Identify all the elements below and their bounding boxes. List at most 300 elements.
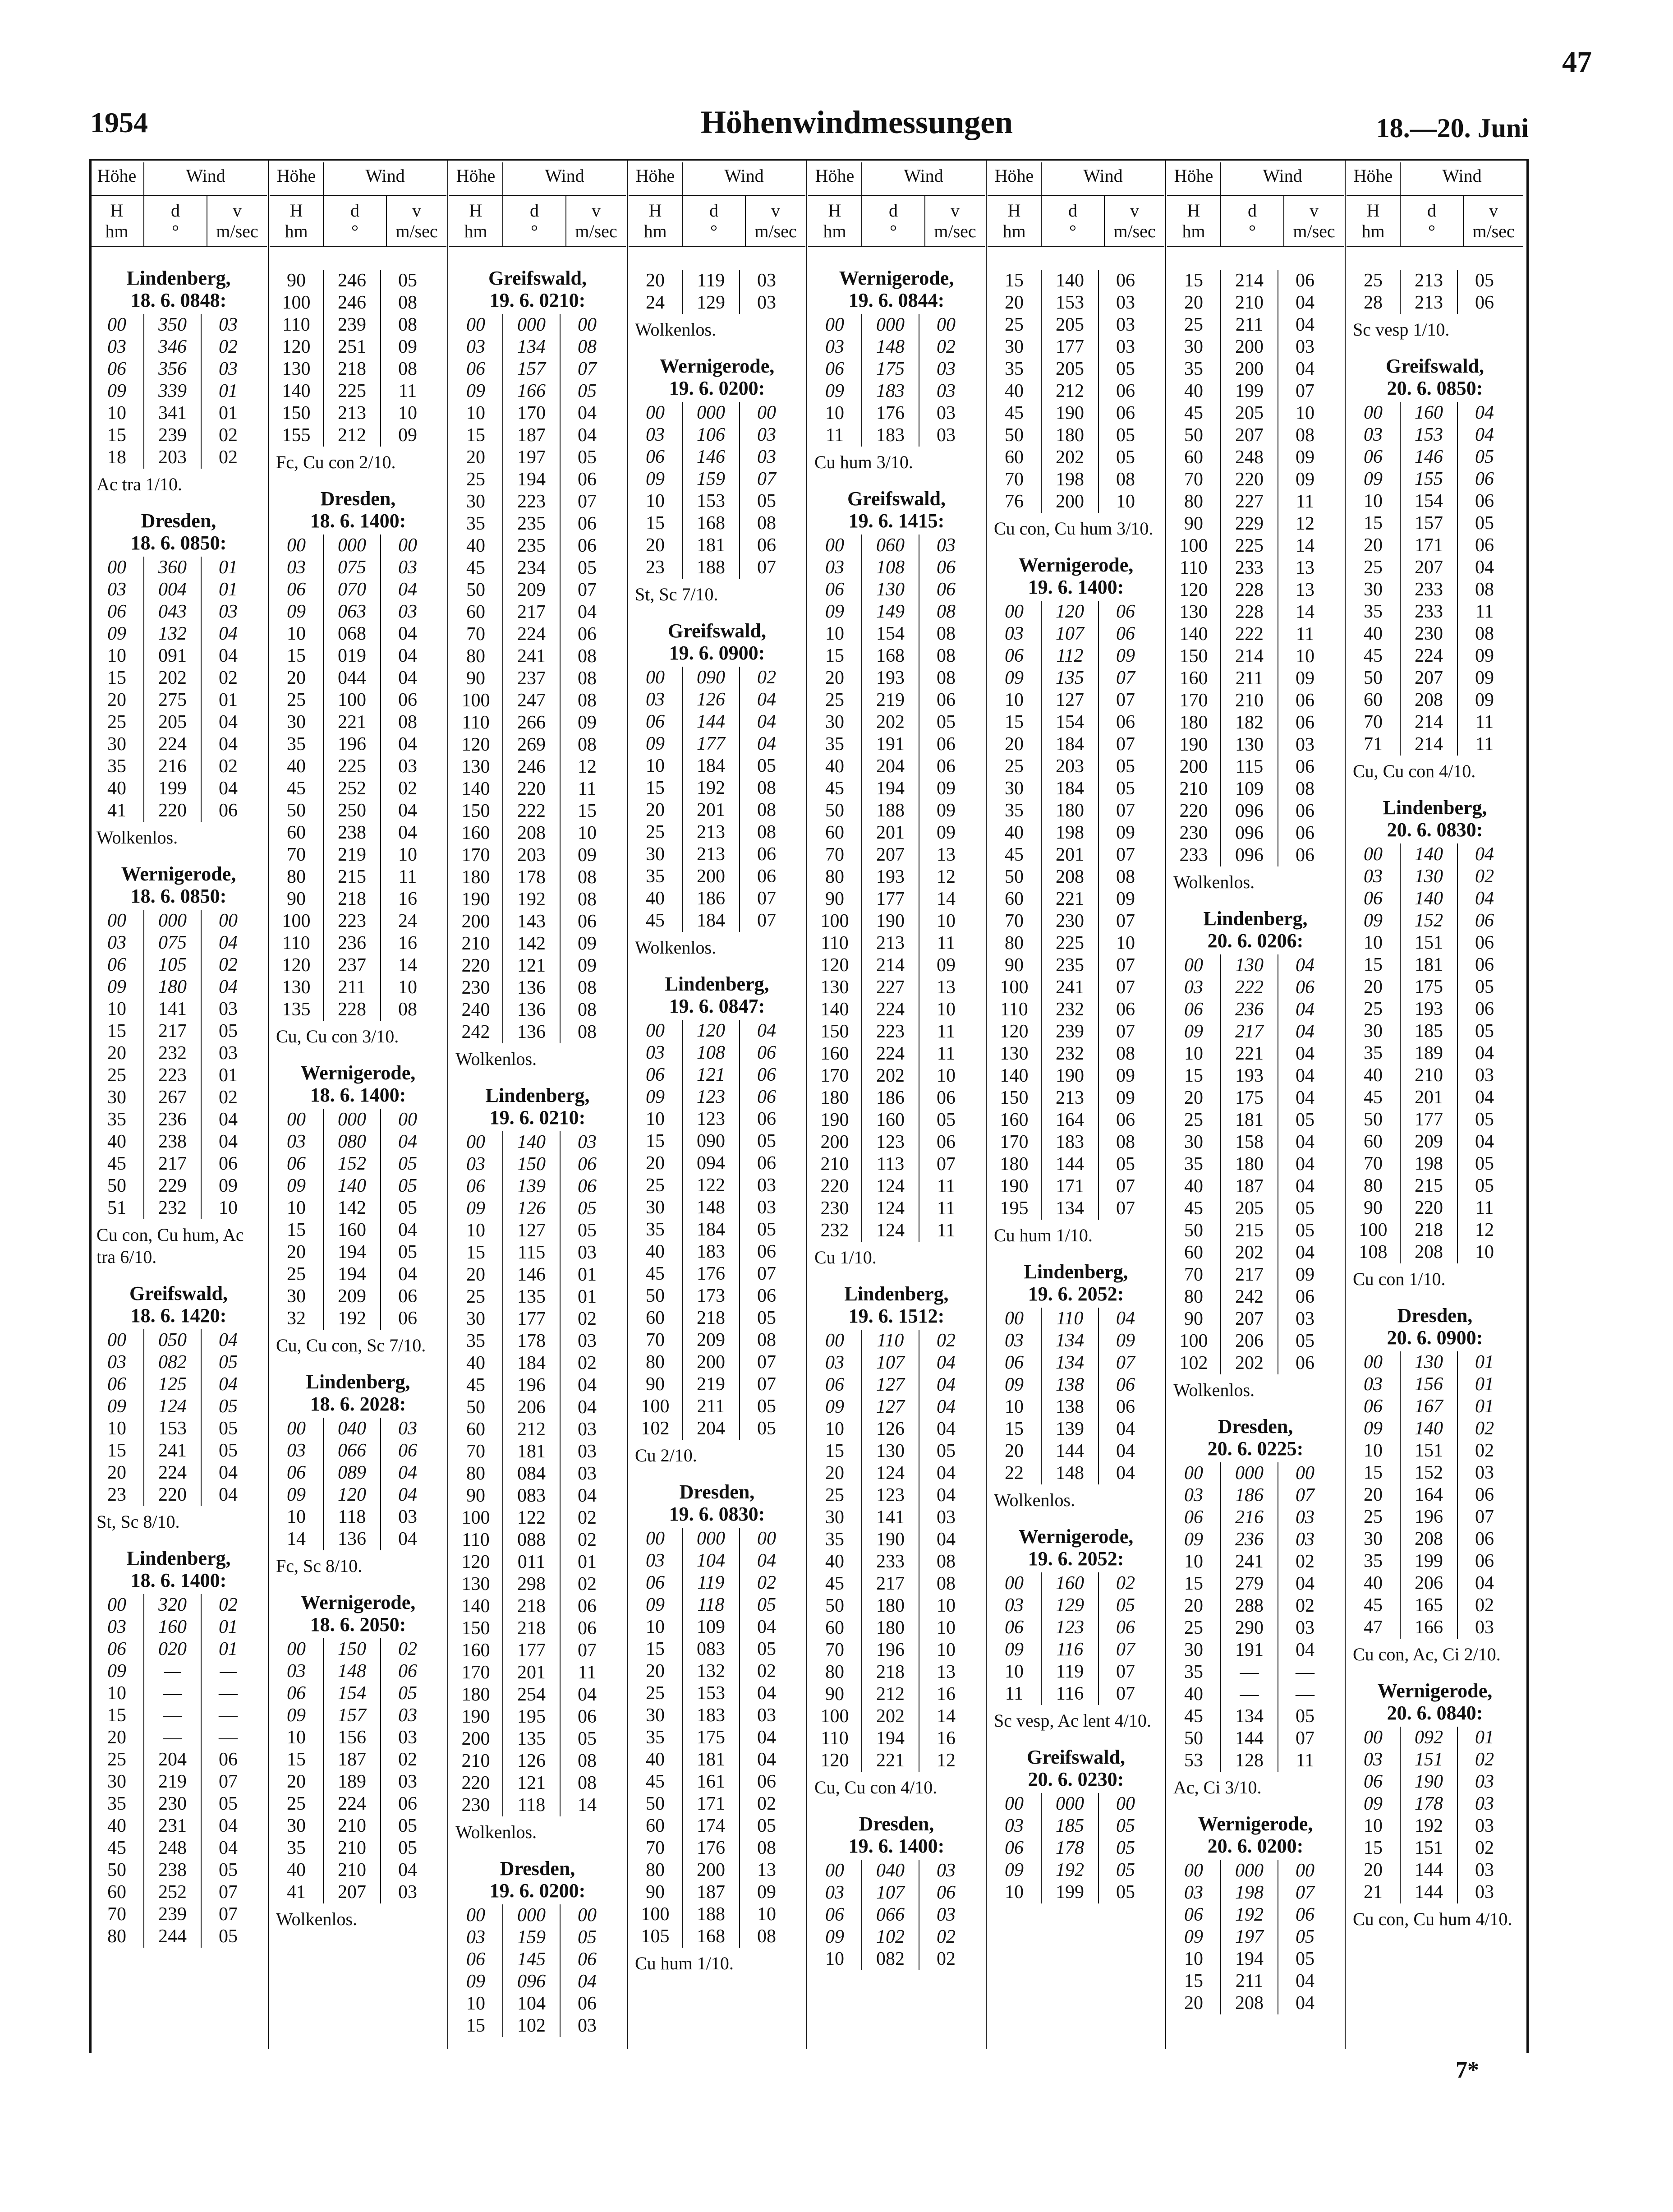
cell-height: 03 — [646, 424, 665, 445]
cell-height: 10 — [825, 623, 844, 644]
cell-height: 03 — [287, 557, 306, 578]
cell-speed: 06 — [757, 866, 776, 887]
cell-direction: 175 — [861, 358, 919, 380]
cell-direction: 150 — [502, 1153, 561, 1175]
cell-speed: 01 — [219, 557, 238, 578]
cell-height: 100 — [282, 911, 311, 931]
cloud-note: Cu con, Cu hum 3/10. — [994, 518, 1154, 539]
table-row — [1347, 402, 1523, 424]
cell-direction: 191 — [1220, 1639, 1278, 1661]
station-time: 20. 6. 0200: — [1207, 1835, 1304, 1857]
cell-speed: 05 — [578, 1220, 597, 1241]
header-d: d — [1427, 200, 1436, 221]
cell-speed: 11 — [937, 1043, 956, 1064]
cell-height: 60 — [287, 822, 306, 843]
cell-direction: 215 — [1400, 1175, 1458, 1197]
table-row — [629, 1130, 805, 1152]
cell-speed: 07 — [937, 1154, 956, 1175]
cell-direction: 068 — [323, 623, 381, 645]
cell-direction: 043 — [143, 601, 202, 623]
table-row — [629, 1705, 805, 1727]
cell-direction: 127 — [861, 1374, 919, 1396]
table-row — [270, 645, 446, 667]
cell-speed: 03 — [757, 1175, 776, 1196]
cell-direction: 225 — [323, 756, 381, 778]
cell-speed: 06 — [1116, 403, 1135, 424]
cell-speed: 02 — [757, 1572, 776, 1593]
table-row — [629, 755, 805, 777]
column-body — [449, 267, 626, 2039]
cell-speed: 05 — [757, 1308, 776, 1328]
cell-speed: 03 — [398, 1705, 417, 1726]
wind-rows — [270, 1109, 446, 1330]
cell-direction: 080 — [323, 1131, 381, 1153]
cell-speed: 06 — [757, 1771, 776, 1792]
cell-height: 45 — [107, 1838, 126, 1858]
table-row — [988, 1131, 1164, 1153]
cell-direction: 115 — [502, 1242, 561, 1264]
cell-direction: 118 — [682, 1594, 740, 1616]
cell-speed: 04 — [1475, 844, 1494, 865]
cell-height: 00 — [1005, 1573, 1024, 1594]
header-hoehe: Höhe — [97, 166, 137, 186]
cell-speed: 04 — [219, 977, 238, 997]
header-unit-v: m/sec — [754, 221, 797, 241]
cell-speed: 04 — [757, 711, 776, 732]
cell-direction: 203 — [143, 447, 202, 469]
cell-height: 09 — [1184, 1529, 1203, 1550]
cell-speed: 09 — [1116, 1088, 1135, 1108]
cell-height: 80 — [1184, 1286, 1203, 1307]
table-row — [90, 1329, 267, 1351]
table-row — [90, 1926, 267, 1948]
table-row — [449, 911, 626, 933]
cell-height: 120 — [282, 336, 311, 357]
header-unit-d: ° — [890, 221, 897, 241]
table-row — [270, 800, 446, 822]
table-row — [808, 1440, 985, 1462]
table-row — [1167, 1131, 1344, 1153]
table-row — [1167, 1264, 1344, 1286]
cell-height: 09 — [646, 469, 665, 489]
header-wind: Wind — [1442, 166, 1482, 186]
table-row — [988, 1837, 1164, 1859]
cell-direction: 360 — [143, 557, 202, 579]
cell-height: 30 — [1364, 579, 1383, 600]
cell-height: 06 — [1005, 1352, 1024, 1373]
cell-speed: 08 — [757, 1926, 776, 1947]
cell-speed: 03 — [398, 1418, 417, 1439]
cell-speed: 05 — [398, 270, 417, 291]
table-row — [1347, 1837, 1523, 1859]
cell-speed: 06 — [757, 1065, 776, 1085]
cell-direction: 266 — [502, 712, 561, 734]
table-row — [1347, 910, 1523, 932]
station-block — [270, 1591, 446, 1936]
cell-speed: 09 — [578, 712, 597, 733]
table-row — [1167, 1882, 1344, 1904]
cell-speed: 13 — [937, 844, 956, 865]
table-row — [90, 1903, 267, 1926]
cell-height: 53 — [1184, 1750, 1203, 1771]
station-time: 19. 6. 0847: — [669, 995, 765, 1017]
cell-speed: 05 — [219, 1793, 238, 1814]
table-row — [1167, 601, 1344, 623]
header-wind: Wind — [1263, 166, 1302, 186]
cell-direction: 204 — [143, 1749, 202, 1771]
cloud-note: Cu con, Cu hum 4/10. — [1353, 1909, 1512, 1929]
table-row — [1347, 1175, 1523, 1197]
table-row — [449, 1131, 626, 1153]
cell-height: 140 — [1000, 1065, 1029, 1086]
cell-height: 10 — [646, 1109, 665, 1129]
cell-height: 11 — [1005, 1683, 1024, 1704]
cell-speed: 04 — [937, 1485, 956, 1506]
table-row — [1167, 999, 1344, 1021]
cell-speed: 16 — [937, 1728, 956, 1749]
cell-direction: 004 — [143, 579, 202, 601]
cell-speed: 02 — [219, 954, 238, 975]
table-row — [988, 402, 1164, 424]
cell-direction: 184 — [682, 1219, 740, 1241]
cell-direction: 200 — [682, 1859, 740, 1881]
cell-speed: 07 — [1116, 1352, 1135, 1373]
wind-rows — [90, 1594, 267, 1948]
cell-direction: 127 — [1041, 689, 1099, 711]
cell-direction: 178 — [502, 866, 561, 889]
cell-speed: 04 — [1296, 1971, 1314, 1991]
cell-speed: 02 — [398, 1749, 417, 1770]
cell-direction: 135 — [1041, 667, 1099, 689]
cell-direction: 254 — [502, 1684, 561, 1706]
table-row — [629, 1837, 805, 1859]
table-row — [629, 1108, 805, 1130]
cloud-note: Cu, Cu con 4/10. — [1353, 761, 1476, 781]
table-row — [1347, 1351, 1523, 1373]
station-time: 19. 6. 2052: — [1028, 1548, 1124, 1570]
cell-speed: 01 — [219, 579, 238, 600]
cell-direction: 124 — [861, 1175, 919, 1198]
table-row — [629, 799, 805, 821]
table-row — [449, 1750, 626, 1772]
cell-speed: 11 — [398, 866, 417, 887]
cell-speed: 09 — [1296, 469, 1314, 490]
cell-height: 50 — [646, 1286, 665, 1306]
cell-height: 06 — [287, 1683, 306, 1704]
table-row — [449, 734, 626, 756]
cell-height: 50 — [107, 1860, 126, 1880]
cell-height: 200 — [1179, 756, 1208, 777]
cell-height: 20 — [1184, 1595, 1203, 1616]
cell-speed: 06 — [1296, 845, 1314, 866]
cell-direction: 121 — [502, 1772, 561, 1794]
station-name: Greifswald, — [129, 1282, 228, 1304]
cell-height: 25 — [287, 1264, 306, 1285]
cell-height: 90 — [287, 270, 306, 291]
cell-direction: 146 — [682, 446, 740, 468]
table-row — [449, 1993, 626, 2015]
table-row — [1167, 1926, 1344, 1948]
cell-speed: 08 — [1116, 1043, 1135, 1064]
header-hoehe: Höhe — [994, 166, 1034, 186]
cell-direction: 124 — [861, 1462, 919, 1484]
cell-height: 23 — [646, 557, 665, 578]
table-row — [808, 336, 985, 358]
cell-speed: 03 — [757, 292, 776, 313]
cell-speed: — — [220, 1661, 237, 1682]
cell-height: 110 — [821, 933, 849, 954]
cell-height: 100 — [820, 1706, 849, 1727]
table-row — [988, 1440, 1164, 1462]
cell-speed: 10 — [937, 1065, 956, 1086]
cell-height: 120 — [820, 1750, 849, 1771]
cell-direction: 139 — [502, 1175, 561, 1198]
cell-height: 110 — [462, 1530, 490, 1550]
table-row — [1347, 976, 1523, 998]
table-row — [629, 1418, 805, 1440]
cell-height: 242 — [461, 1022, 490, 1042]
cell-height: 06 — [107, 1374, 126, 1395]
table-row — [629, 1616, 805, 1638]
cell-speed: 04 — [398, 1220, 417, 1240]
cell-speed: 05 — [1475, 447, 1494, 467]
header-hoehe: Höhe — [456, 166, 496, 186]
cell-speed: 02 — [937, 1926, 956, 1947]
cell-speed: 07 — [1116, 977, 1135, 998]
cell-height: 30 — [287, 1286, 306, 1307]
cell-speed: 09 — [937, 822, 956, 843]
table-row — [90, 1682, 267, 1705]
cell-speed: 08 — [757, 778, 776, 798]
cell-speed: 04 — [937, 1396, 956, 1417]
cell-direction: 195 — [502, 1706, 561, 1728]
table-row — [629, 1064, 805, 1086]
cell-height: 60 — [646, 1308, 665, 1328]
cell-speed: 08 — [578, 1751, 597, 1771]
cell-direction: 186 — [1220, 1484, 1278, 1507]
cell-direction: 189 — [323, 1771, 381, 1793]
cell-speed: 05 — [219, 1440, 238, 1461]
column-body — [90, 267, 267, 1949]
table-row — [629, 1373, 805, 1396]
cell-direction: — — [143, 1727, 202, 1749]
cloud-note: Fc, Cu con 2/10. — [276, 452, 396, 472]
cell-height: 10 — [1364, 932, 1383, 953]
cell-direction: 118 — [502, 1794, 561, 1816]
cell-height: 06 — [646, 447, 665, 467]
cell-direction: 174 — [682, 1815, 740, 1837]
page-date-range: 18.—20. Juni — [1376, 113, 1529, 143]
cell-direction: 205 — [1220, 402, 1278, 424]
station-time: 19. 6. 0210: — [489, 289, 586, 311]
cell-direction: 120 — [1041, 601, 1099, 623]
cell-direction: 168 — [682, 512, 740, 535]
cell-height: 70 — [1184, 1264, 1203, 1285]
cell-direction: 090 — [682, 1130, 740, 1152]
cell-direction: 192 — [1400, 1815, 1458, 1837]
cell-direction: 221 — [861, 1750, 919, 1772]
cell-direction: 238 — [143, 1859, 202, 1881]
cell-height: 25 — [466, 1286, 485, 1307]
cell-speed: 04 — [398, 1484, 417, 1505]
cell-direction: 230 — [1400, 623, 1458, 645]
cell-direction: 120 — [682, 1020, 740, 1042]
wind-rows — [1347, 402, 1523, 756]
cell-speed: 14 — [1296, 535, 1314, 556]
cell-direction: 224 — [861, 1043, 919, 1065]
cell-speed: 03 — [937, 403, 956, 424]
cell-speed: 08 — [578, 690, 597, 711]
cell-direction: 248 — [1220, 447, 1278, 469]
table-row — [449, 1772, 626, 1794]
cell-direction: 178 — [1400, 1793, 1458, 1815]
cell-height: 21 — [1364, 1882, 1383, 1903]
cell-direction: 183 — [1041, 1131, 1099, 1153]
table-row — [1167, 1992, 1344, 2014]
table-row — [808, 954, 985, 977]
table-row — [1167, 1573, 1344, 1595]
cell-speed: 02 — [578, 1309, 597, 1329]
station-block — [808, 267, 985, 479]
cell-speed: 09 — [578, 955, 597, 976]
table-row — [808, 888, 985, 910]
cell-speed: 13 — [937, 977, 956, 998]
cell-direction: 207 — [1220, 424, 1278, 447]
cell-height: 60 — [1364, 1131, 1383, 1152]
table-row — [449, 1153, 626, 1175]
table-row — [1347, 579, 1523, 601]
table-row — [808, 1153, 985, 1175]
table-row — [1167, 380, 1344, 402]
cell-height: 06 — [1005, 645, 1024, 666]
cloud-note: Cu 2/10. — [635, 1445, 697, 1465]
cell-height: 15 — [825, 645, 844, 666]
cell-height: 70 — [107, 1904, 126, 1925]
cell-height: 110 — [282, 314, 310, 335]
cell-direction: 211 — [682, 1396, 740, 1418]
cell-height: 40 — [107, 1131, 126, 1152]
header-hoehe: Höhe — [1353, 166, 1393, 186]
cell-speed: 07 — [1116, 1639, 1135, 1660]
cell-direction: 217 — [502, 601, 561, 623]
cell-speed: 05 — [1116, 756, 1135, 777]
table-row — [90, 1705, 267, 1727]
cell-direction: 104 — [502, 1993, 561, 2015]
table-row — [629, 1086, 805, 1108]
header-unit-d: ° — [1069, 221, 1076, 241]
cell-direction: 209 — [682, 1329, 740, 1351]
cell-speed: 05 — [398, 1816, 417, 1836]
station-time: 20. 6. 0900: — [1387, 1327, 1483, 1349]
table-row — [270, 1660, 446, 1682]
table-row — [629, 866, 805, 888]
cell-direction: 196 — [502, 1374, 561, 1396]
cell-speed: 03 — [757, 1705, 776, 1726]
table-row — [449, 1904, 626, 1926]
cell-direction: 214 — [1400, 711, 1458, 733]
page-year: 1954 — [90, 106, 148, 138]
table-row — [90, 1881, 267, 1903]
cell-height: 90 — [646, 1374, 665, 1395]
cell-speed: 02 — [219, 336, 238, 357]
cell-height: 35 — [287, 734, 306, 755]
table-row — [808, 557, 985, 579]
cell-height: 45 — [646, 910, 665, 931]
wind-rows — [90, 314, 267, 469]
cell-direction: 199 — [1220, 380, 1278, 402]
table-row — [629, 1749, 805, 1771]
cell-speed: 09 — [1116, 822, 1135, 843]
cell-height: 140 — [461, 779, 490, 799]
header-h: H — [469, 200, 483, 221]
cell-speed: 04 — [1475, 424, 1494, 445]
cell-height: 03 — [825, 557, 844, 578]
cell-height: 190 — [1179, 734, 1208, 755]
cell-direction: 252 — [323, 778, 381, 800]
cell-speed: 00 — [757, 1528, 776, 1549]
cell-direction: 143 — [502, 911, 561, 933]
cell-direction: 140 — [1041, 270, 1099, 292]
cell-height: 70 — [466, 1441, 485, 1462]
table-row — [90, 1484, 267, 1506]
cell-height: 50 — [1184, 425, 1203, 446]
table-row — [1167, 1705, 1344, 1728]
station-time: 20. 6. 0230: — [1028, 1768, 1124, 1790]
cell-direction: — — [143, 1705, 202, 1727]
cell-direction: 129 — [682, 292, 740, 314]
cell-speed: 07 — [1116, 1176, 1135, 1197]
cell-height: 00 — [1364, 844, 1383, 865]
cell-direction: 339 — [143, 380, 202, 402]
table-row — [90, 447, 267, 469]
table-row — [808, 1021, 985, 1043]
cell-direction: 184 — [502, 1352, 561, 1374]
cell-height: 03 — [1364, 1374, 1383, 1395]
table-row — [90, 358, 267, 380]
station-block — [1347, 1304, 1523, 1671]
cell-height: 06 — [1005, 1838, 1024, 1858]
cell-direction: 235 — [1041, 954, 1099, 977]
cell-height: 90 — [1364, 1198, 1383, 1218]
station-block — [1347, 355, 1523, 788]
cell-height: 06 — [1184, 1904, 1203, 1925]
table-row — [449, 513, 626, 535]
cell-speed: 01 — [578, 1286, 597, 1307]
cell-height: 09 — [1005, 1639, 1024, 1660]
cell-direction: 123 — [682, 1086, 740, 1108]
cell-height: 09 — [1184, 1021, 1203, 1042]
cell-height: 130 — [820, 977, 849, 998]
cell-speed: 09 — [578, 933, 597, 954]
table-row — [1347, 512, 1523, 535]
cell-direction: 136 — [502, 977, 561, 999]
cell-direction: 207 — [1220, 1308, 1278, 1330]
cell-direction: 211 — [1220, 1970, 1278, 1992]
cell-speed: 07 — [1116, 1661, 1135, 1682]
cell-height: 15 — [1005, 1419, 1024, 1439]
cell-direction: 202 — [861, 1065, 919, 1087]
cell-height: 06 — [287, 1462, 306, 1483]
cell-direction: 208 — [1041, 866, 1099, 888]
cell-height: 232 — [820, 1220, 849, 1241]
cell-speed: 06 — [757, 844, 776, 865]
table-row — [629, 689, 805, 711]
table-row — [808, 1573, 985, 1595]
table-row — [449, 469, 626, 491]
table-row — [629, 468, 805, 490]
cell-height: 45 — [1184, 1198, 1203, 1219]
cell-height: 23 — [107, 1484, 126, 1505]
